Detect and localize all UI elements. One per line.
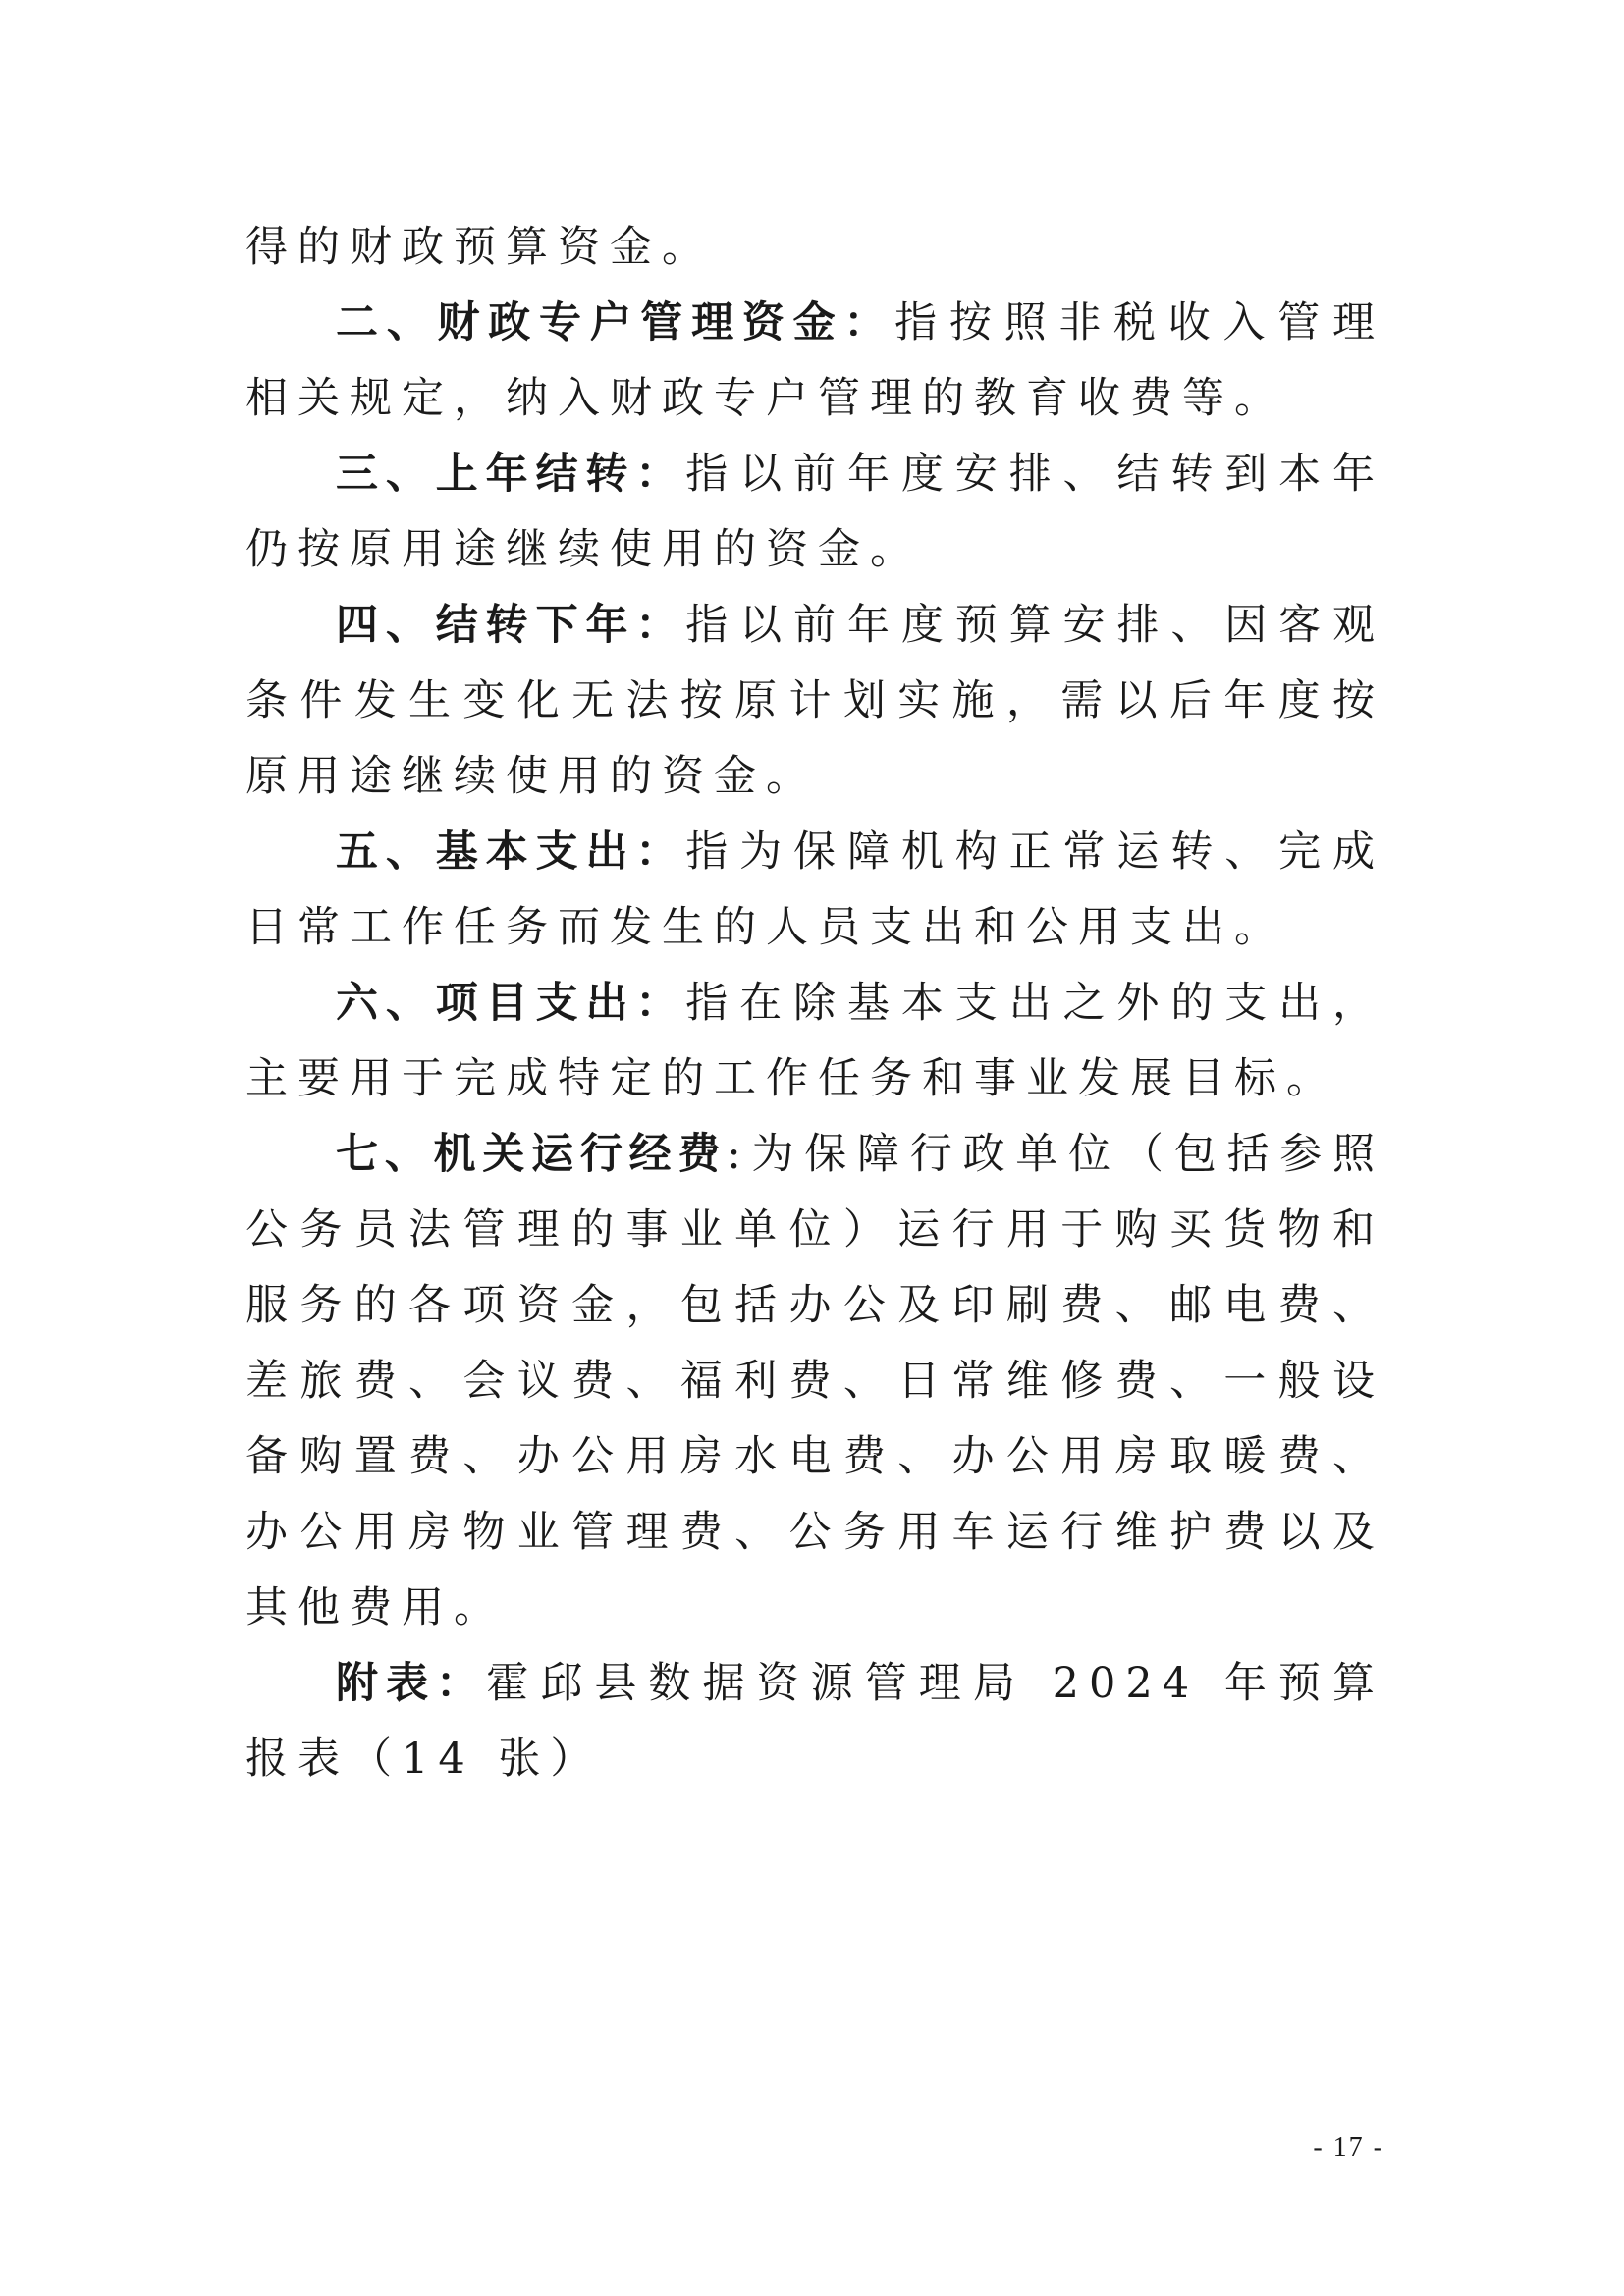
definition-prior-year-carryover [245, 437, 1384, 588]
page-number: - 17 - [1313, 2132, 1384, 2163]
definition-term: 七、机关运行经费 [336, 1130, 728, 1179]
definition-text: 指以前年度预算安排、因客观条件发生变化无法按原计划实施，需以后年度按原用途继续使用的资金。 [245, 601, 1385, 801]
definition-basic-expenditure [245, 815, 1384, 966]
continuation-paragraph [245, 210, 1384, 286]
document-body [245, 210, 1384, 1797]
definition-funds-special-account [245, 286, 1384, 437]
definition-text: 指以前年度安排、结转到本年仍按原用途继续使用的资金。 [245, 450, 1385, 574]
attachment-label: 附表： [336, 1659, 487, 1708]
definition-project-expenditure [245, 966, 1384, 1117]
continuation-text: 得的财政预算资金。 [245, 223, 714, 272]
definition-text: 指按照非税收入管理相关规定，纳入财政专户管理的教育收费等。 [245, 298, 1385, 423]
attachment-text: 霍邱县数据资源管理局 2024 年预算报表（14 张） [245, 1659, 1384, 1784]
definition-term: 四、结转下年： [336, 601, 686, 650]
definition-term: 三、上年结转： [336, 450, 686, 499]
definition-term: 六、项目支出： [336, 979, 686, 1028]
definition-term: 二、财政专户管理资金： [336, 298, 895, 347]
definition-text: :为保障行政单位（包括参照公务员法管理的事业单位）运行用于购买货物和服务的各项资金，包括办公及印刷费、邮电费、差旅费、会议费、福利费、日常维修费、一般设备购置费、办公用房水电费、办公用房取暖费、办公用房物业管理费、公务用车运行维护费以及其他费用。 [245, 1130, 1384, 1632]
definition-carry-to-next-year [245, 588, 1384, 815]
definition-text: 指在除基本支出之外的支出，主要用于完成特定的工作任务和事业发展目标。 [245, 979, 1385, 1103]
definition-text: 指为保障机构正常运转、完成日常工作任务而发生的人员支出和公用支出。 [245, 828, 1385, 952]
attachment-paragraph [245, 1646, 1384, 1797]
definition-term: 五、基本支出： [336, 828, 686, 877]
definition-operating-expenses [245, 1117, 1384, 1646]
